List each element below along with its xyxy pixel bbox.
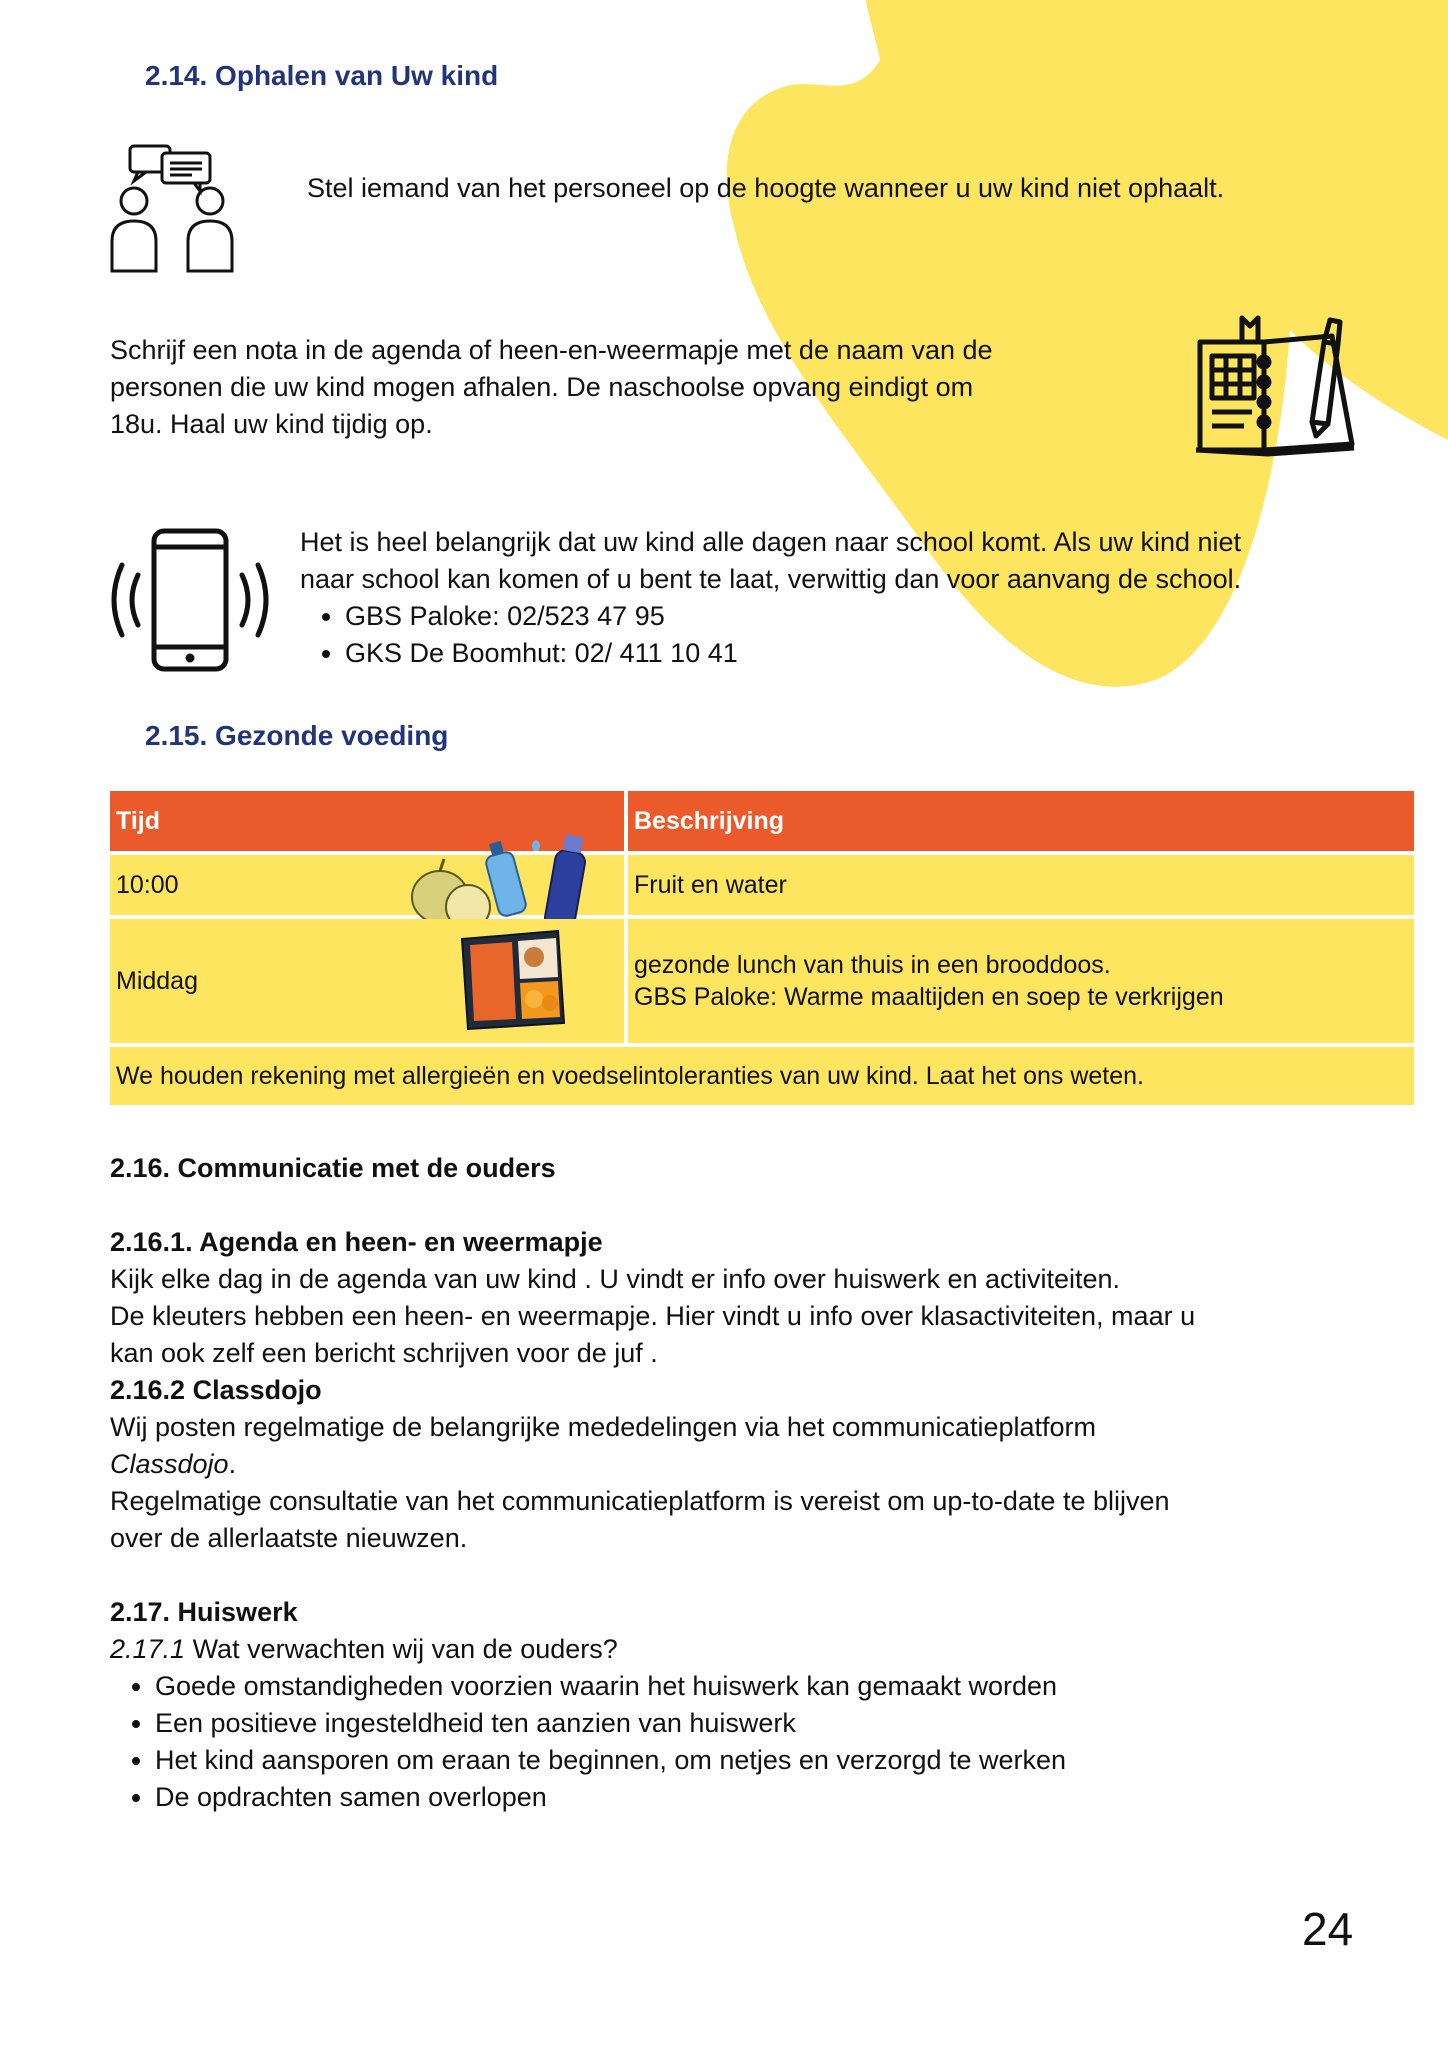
table-cell-time <box>110 919 624 1043</box>
pickup-intro-text: Stel iemand van het personeel op de hoogte wanneer u uw kind niet ophaalt. <box>307 173 1225 203</box>
homework-question <box>110 1631 1410 1668</box>
fruit-water-icon <box>400 815 600 935</box>
list-item: • Een positieve ingesteldheid ten aanzien van huiswerk <box>155 1705 1410 1742</box>
table-cell-description <box>628 919 1414 1043</box>
agenda-line: kan ook zelf een bericht schrijven voor de juf . <box>110 1338 658 1368</box>
classdojo-name: Classdojo <box>110 1449 229 1479</box>
classdojo-line <box>110 1446 1410 1483</box>
table-header-description: Beschrijving <box>628 791 1414 851</box>
description-line: GBS Paloke: Warme maaltijden en soep te verkrijgen <box>634 983 1224 1011</box>
table-footer-note <box>110 1047 1414 1105</box>
section-2-15-title: 2.15. Gezonde voeding <box>145 720 449 751</box>
classdojo-line: over de allerlaatste nieuwzen. <box>110 1523 468 1553</box>
phone-number-list <box>300 598 1241 672</box>
phone-number-item: • GBS Paloke: 02/523 47 95 <box>345 598 1241 635</box>
homework-subtext: Wat verwachten wij van de ouders? <box>185 1634 618 1664</box>
nutrition-table <box>110 791 1414 1105</box>
subsection-2-16-2-title: 2.16.2 Classdojo <box>110 1375 322 1405</box>
classdojo-line: Regelmatige consultatie van het communicatieplatform is vereist om up-to-date te blijven <box>110 1486 1170 1516</box>
lunchbox-icon <box>458 927 568 1033</box>
allergy-note: We houden rekening met allergieën en voedselintoleranties van uw kind. Laat het ons weten. <box>116 1061 1144 1090</box>
pickup-note-line: personen die uw kind mogen afhalen. De naschoolse opvang eindigt om <box>110 372 974 402</box>
section-2-14-title: 2.14. Ophalen van Uw kind <box>145 60 499 91</box>
description-value: Fruit en water <box>634 870 787 899</box>
pickup-note-line: 18u. Haal uw kind tijdig op. <box>110 409 433 439</box>
subsection-2-16-1-title: 2.16.1. Agenda en heen- en weermapje <box>110 1227 603 1257</box>
table-row <box>110 855 1414 915</box>
classdojo-punct: . <box>228 1449 237 1479</box>
conversation-people-icon <box>108 143 240 275</box>
ringing-phone-icon <box>108 525 272 675</box>
homework-subnumber: 2.17.1 <box>110 1634 186 1664</box>
absence-line: Het is heel belangrijk dat uw kind alle dagen naar school komt. Als uw kind niet <box>300 527 1242 557</box>
classdojo-line: Wij posten regelmatige de belangrijke mededelingen via het communicatieplatform <box>110 1412 1097 1442</box>
table-cell-description <box>628 855 1414 915</box>
pickup-note-paragraph <box>110 332 993 443</box>
page-number: 24 <box>1302 1903 1354 1955</box>
absence-paragraph <box>300 524 1241 672</box>
table-header-time: Tijd <box>110 791 624 851</box>
absence-line: naar school kan komen of u bent te laat, verwittig dan voor aanvang de school. <box>300 564 1242 594</box>
table-cell-time <box>110 855 624 915</box>
list-item: • Het kind aansporen om eraan te beginnen, om netjes en verzorgd te werken <box>155 1742 1410 1779</box>
table-row <box>110 919 1414 1043</box>
time-value: 10:00 <box>116 870 179 899</box>
time-value: Middag <box>116 966 198 995</box>
homework-list <box>110 1668 1410 1816</box>
communication-section <box>110 1150 1410 1816</box>
agenda-line: Kijk elke dag in de agenda van uw kind . U vindt er info over huiswerk en activiteiten. <box>110 1264 1121 1294</box>
section-2-17-title: 2.17. Huiswerk <box>110 1597 298 1627</box>
agenda-pen-icon <box>1192 312 1362 457</box>
section-2-16-title: 2.16. Communicatie met de ouders <box>110 1153 556 1183</box>
list-item: • Goede omstandigheden voorzien waarin het huiswerk kan gemaakt worden <box>155 1668 1410 1705</box>
description-line: gezonde lunch van thuis in een brooddoos. <box>634 951 1111 979</box>
list-item: • De opdrachten samen overlopen <box>155 1779 1410 1816</box>
phone-number-item: • GKS De Boomhut: 02/ 411 10 41 <box>345 635 1241 672</box>
pickup-note-line: Schrijf een nota in de agenda of heen-en-weermapje met de naam van de <box>110 335 993 365</box>
agenda-line: De kleuters hebben een heen- en weermapje. Hier vindt u info over klasactiviteiten, maar u <box>110 1301 1196 1331</box>
